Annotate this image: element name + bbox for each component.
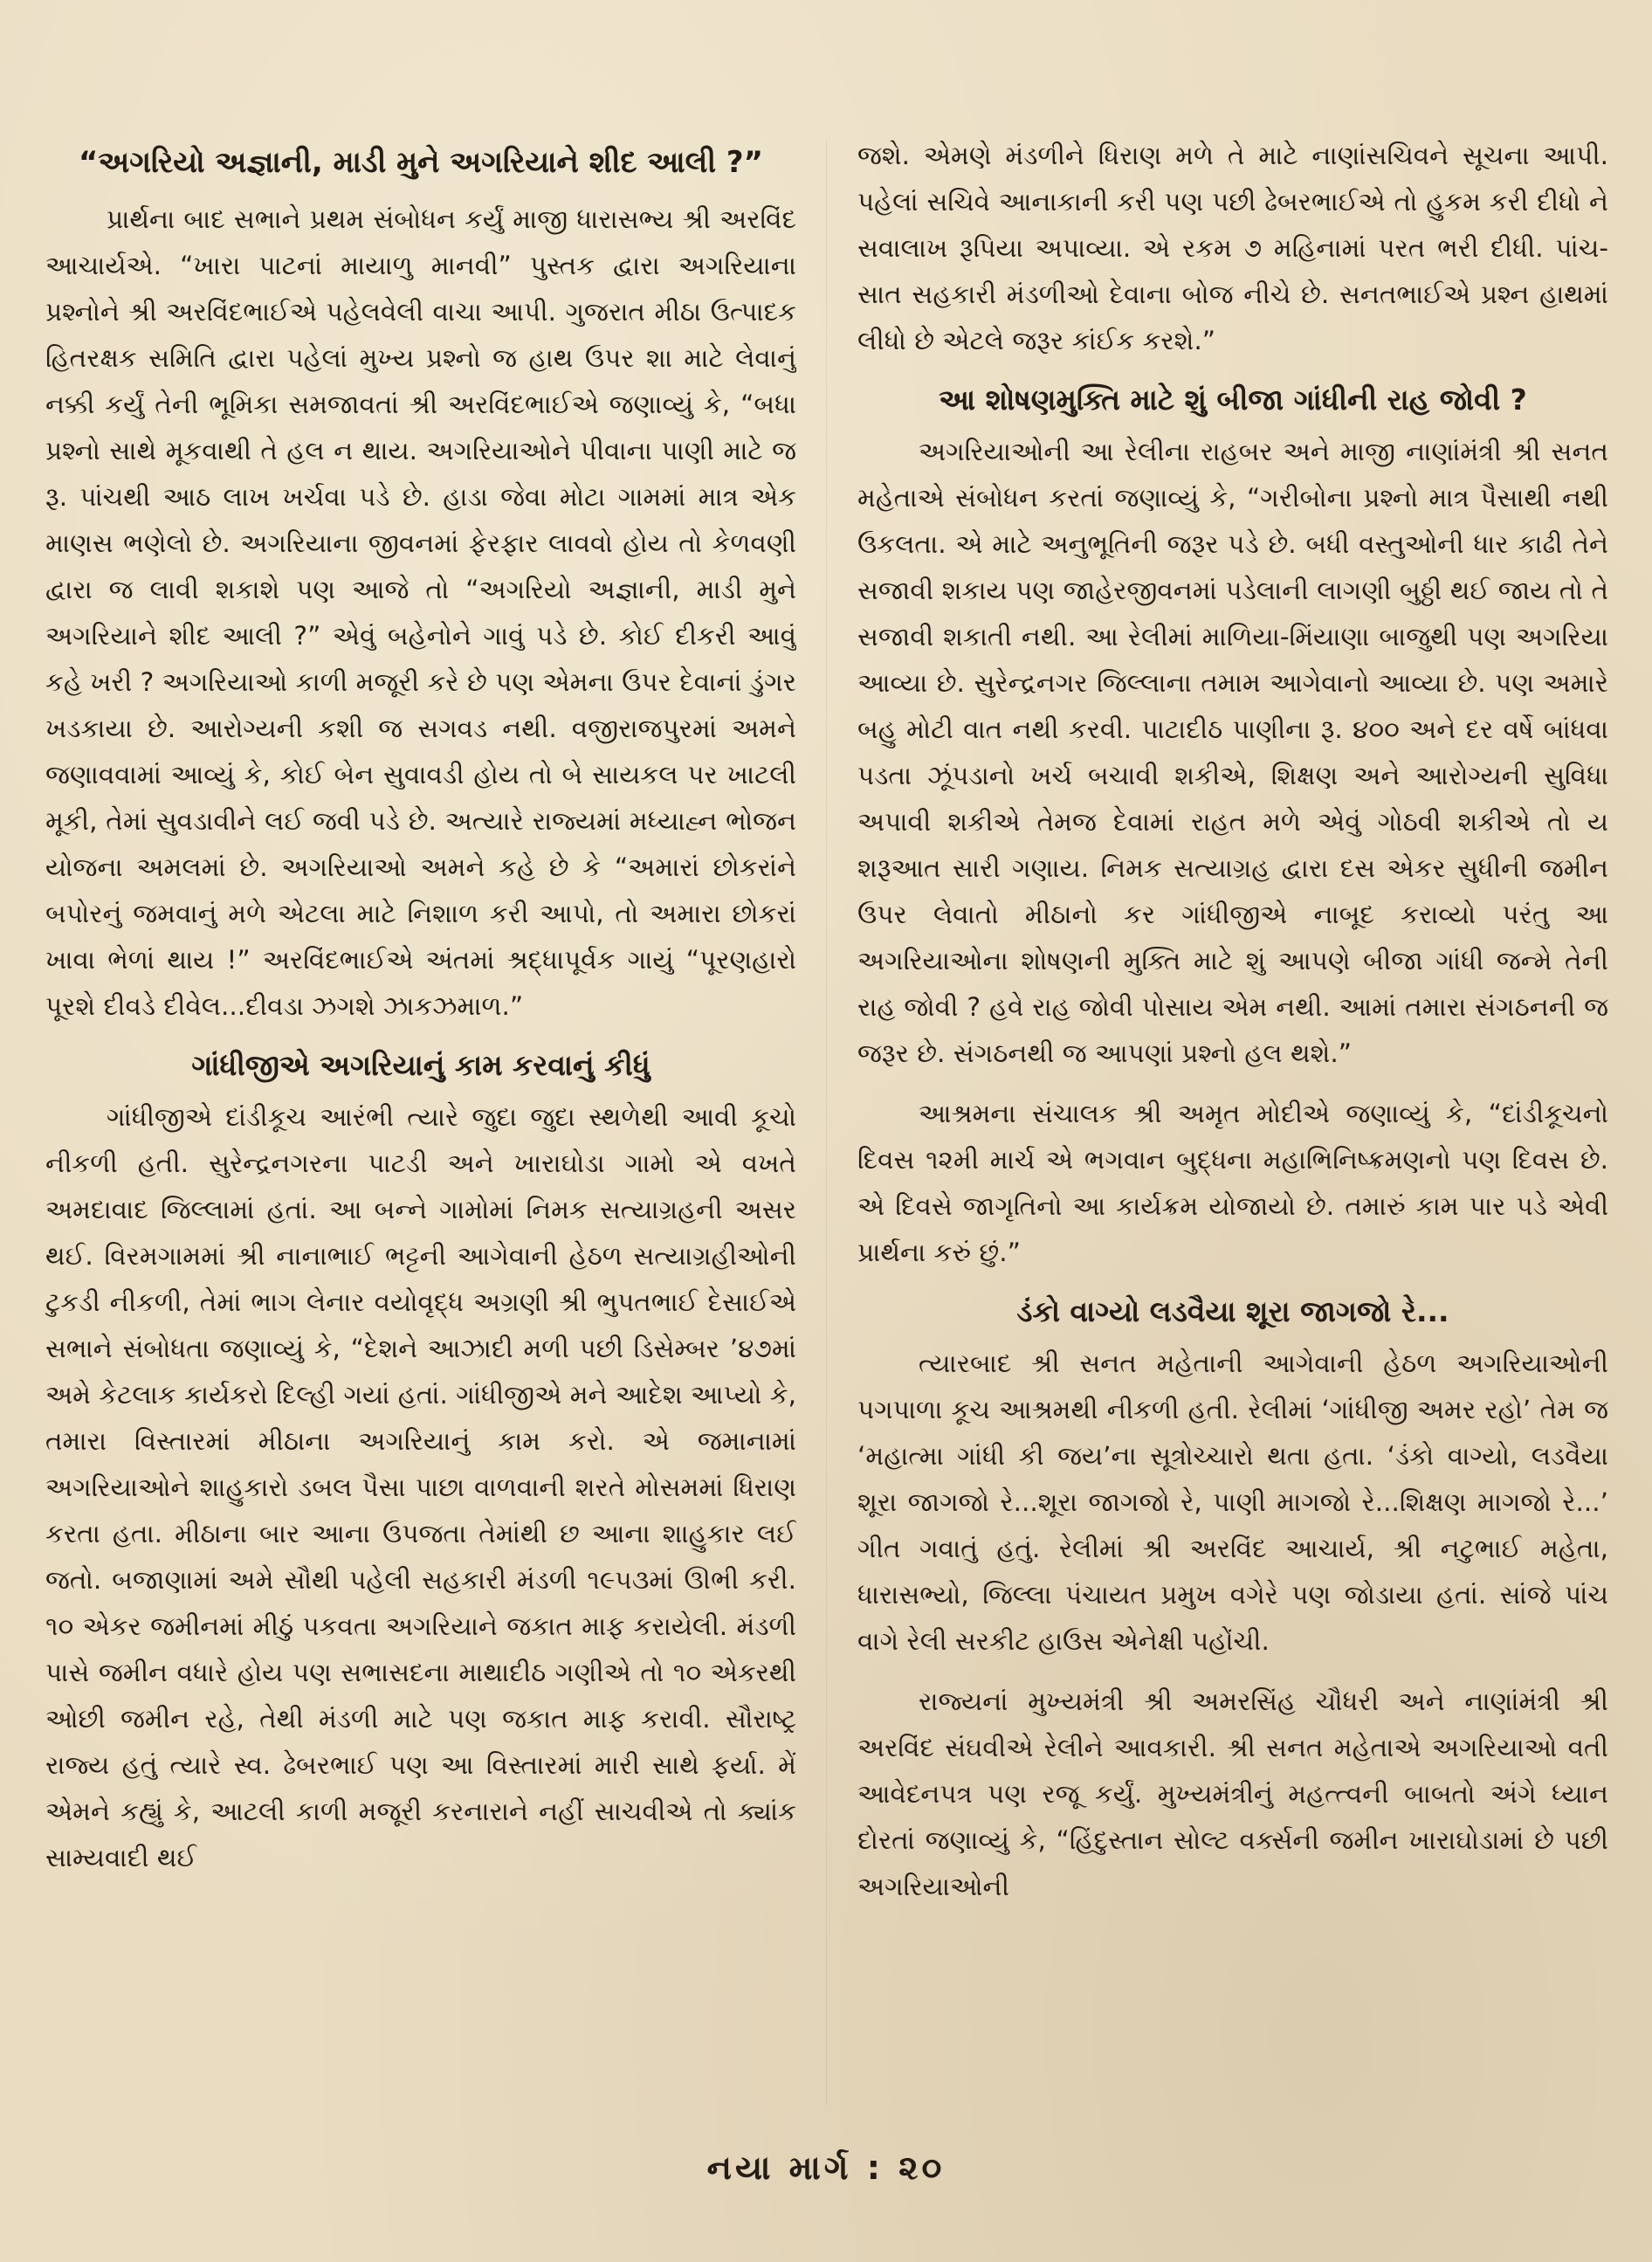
paragraph-bhupatbhai: ગાંધીજીએ દાંડીકૂચ આરંભી ત્યારે જુદા જુદા સ્થળેથી આવી કૂચો નીકળી હતી. સુરેન્દ્રનગરના પાટડી અને ખારાઘોડા ગામો એ વખતે અમદાવાદ જિલ્લામાં હતાં. આ બન્ને ગામોમાં નિમક સત્યાગ્રહની અસર થઈ. વિરમગામમાં શ્રી નાનાભાઈ ભટ્ટની આગેવાની હેઠળ સત્યાગ્રહીઓની ટુકડી નીકળી, તેમાં ભાગ લેનાર વયોવૃદ્ધ અગ્રણી શ્રી ભુપતભાઈ દેસાઈએ સભાને સંબોધતા જણાવ્યું કે, “દેશને આઝાદી મળી પછી ડિસેમ્બર ’૪૭માં અમે કેટલાક કાર્યકરો દિલ્હી ગયાં હતાં. ગાંધીજીએ મને આદેશ આપ્યો કે, તમારા વિસ્તારમાં મીઠાના અગરિયાનું કામ કરો. એ જમાનામાં અગરિયાઓને શાહુકારો ડબલ પૈસા પાછા વાળવાની શરતે મોસમમાં ધિરાણ કરતા હતા. મીઠાના બાર આના ઉપજતા તેમાંથી છ આના શાહુકાર લઈ જતો. બજાણામાં અમે સૌથી પહેલી સહકારી મંડળી ૧૯૫૩માં ઊભી કરી. ૧૦ એકર જમીનમાં મીઠું પકવતા અગરિયાને જકાત માફ કરાયેલી. મંડળી પાસે જમીન વધારે હોય પણ સભાસદના માથાદીઠ ગણીએ તો ૧૦ એકરથી ઓછી જમીન રહે, તેથી મંડળી માટે પણ જકાત માફ કરાવી. સૌરાષ્ટ્ર રાજ્ય હતું ત્યારે સ્વ. ઢેબરભાઈ પણ આ વિસ્તારમાં મારી સાથે ફર્યા. મેં એમને કહ્યું કે, આટલી કાળી મજૂરી કરનારાને નહીં સાચવીએ તો ક્યાંક સામ્યવાદી થઈ [45,1102,796,1873]
left-column [45,133,796,2115]
right-column [857,133,1608,2115]
paragraph-chief-minister: રાજ્યનાં મુખ્યમંત્રી શ્રી અમરસિંહ ચૌધરી અને નાણાંમંત્રી શ્રી અરવિંદ સંઘવીએ રેલીને આવકારી. શ્રી સનત મહેતાએ અગરિયાઓ વતી આવેદનપત્ર પણ રજૂ કર્યું. મુખ્યમંત્રીનું મહત્ત્વની બાબતો અંગે ધ્યાન દોરતાં જણાવ્યું કે, “હિંદુસ્તાન સોલ્ટ વર્ક્સની જમીન ખારાઘોડામાં છે પછી અગરિયાઓની [857,1686,1608,1902]
article-columns [45,133,1608,2115]
page-number: ૨૦ [898,2148,946,2187]
article-heading: “અગરિયો અજ્ઞાની, માડી મુને અગરિયાને શીદ આલી ?” [79,145,763,180]
page-footer [0,2148,1652,2188]
subheading-second-gandhi: આ શોષણમુક્તિ માટે શું બીજા ગાંધીની રાહ જોવી ? [939,383,1527,417]
magazine-name: નયા માર્ગ [706,2148,852,2187]
paragraph-rally: ત્યારબાદ શ્રી સનત મહેતાની આગેવાની હેઠળ અગરિયાઓની પગપાળા કૂચ આશ્રમથી નીકળી હતી. રેલીમાં ‘ગાંધીજી અમર રહો’ તેમ જ ‘મહાત્મા ગાંધી કી જય’ના સૂત્રોચ્ચારો થતા હતા. ‘ડંકો વાગ્યો, લડવૈયા શૂરા જાગજો રે...શૂરા જાગજો રે, પાણી માગજો રે...શિક્ષણ માગજો રે...’ ગીત ગવાતું હતું. રેલીમાં શ્રી અરવિંદ આચાર્ય, શ્રી નટુભાઈ મહેતા, ધારાસભ્યો, જિલ્લા પંચાયત પ્રમુખ વગેરે પણ જોડાયા હતાં. સાંજે પાંચ વાગે રેલી સરકીટ હાઉસ એનેક્ષી પહોંચી. [857,1348,1608,1657]
paragraph-sanat-mehta: અગરિયાઓની આ રેલીના રાહબર અને માજી નાણાંમંત્રી શ્રી સનત મહેતાએ સંબોધન કરતાં જણાવ્યું કે, “ગરીબોના પ્રશ્નો માત્ર પૈસાથી નથી ઉકલતા. એ માટે અનુભૂતિની જરૂર પડે છે. બધી વસ્તુઓની ધાર કાઢી તેને સજાવી શકાય પણ જાહેરજીવનમાં પડેલાની લાગણી બુઠ્ઠી થઈ જાય તો તે સજાવી શકાતી નથી. આ રેલીમાં માળિયા-મિંયાણા બાજુથી પણ અગરિયા આવ્યા છે. સુરેન્દ્રનગર જિલ્લાના તમામ આગેવાનો આવ્યા છે. પણ અમારે બહુ મોટી વાત નથી કરવી. પાટાદીઠ પાણીના રૂ. ૪૦૦ અને દર વર્ષે બાંધવા પડતા ઝૂંપડાનો ખર્ચ બચાવી શકીએ, શિક્ષણ અને આરોગ્યની સુવિધા અપાવી શકીએ તેમજ દેવામાં રાહત મળે એવું ગોઠવી શકીએ તો ય શરૂઆત સારી ગણાય. નિમક સત્યાગ્રહ દ્વારા દસ એકર સુધીની જમીન ઉપર લેવાતો મીઠાનો કર ગાંધીજીએ નાબૂદ કરાવ્યો પરંતુ આ અગરિયાઓના શોષણની મુક્તિ માટે શું આપણે બીજા ગાંધી જન્મે તેની રાહ જોવી ? હવે રાહ જોવી પોસાય એમ નથી. આમાં તમારા સંગઠનની જ જરૂર છે. સંગઠનથી જ આપણાં પ્રશ્નો હલ થશે.” [857,437,1608,1069]
paragraph-amrut-modi: આશ્રમના સંચાલક શ્રી અમૃત મોદીએ જણાવ્યું કે, “દાંડીકૂચનો દિવસ ૧૨મી માર્ચ એ ભગવાન બુદ્ધના મહાભિનિષ્ક્રમણનો પણ દિવસ છે. એ દિવસે જાગૃતિનો આ કાર્યક્રમ યોજાયો છે. તમારું કામ પાર પડે એવી પ્રાર્થના કરું છું.” [857,1099,1608,1268]
paragraph-continuation: જશે. એમણે મંડળીને ધિરાણ મળે તે માટે નાણાંસચિવને સૂચના આપી. પહેલાં સચિવે આનાકાની કરી પણ પછી ઢેબરભાઈએ તો હુકમ કરી દીધો ને સવાલાખ રૂપિયા અપાવ્યા. એ રકમ ૭ મહિનામાં પરત ભરી દીધી. પાંચ-સાત સહકારી મંડળીઓ દેવાના બોજ નીચે છે. સનતભાઈએ પ્રશ્ન હાથમાં લીધો છે એટલે જરૂર કાંઈક કરશે.” [857,141,1608,355]
subheading-danko-vagyo: ડંકો વાગ્યો લડવૈયા શૂરા જાગજો રે... [1016,1294,1449,1329]
subheading-gandhiji: ગાંધીજીએ અગરિયાનું કામ કરવાનું કીધું [191,1048,650,1083]
paragraph-arvind-acharya: પ્રાર્થના બાદ સભાને પ્રથમ સંબોધન કર્યું માજી ધારાસભ્ય શ્રી અરવિંદ આચાર્યએ. “ખારા પાટનાં માયાળુ માનવી” પુસ્તક દ્વારા અગરિયાના પ્રશ્નોને શ્રી અરવિંદભાઈએ પહેલવેલી વાચા આપી. ગુજરાત મીઠા ઉત્પાદક હિતરક્ષક સમિતિ દ્વારા પહેલાં મુખ્ય પ્રશ્નો જ હાથ ઉપર શા માટે લેવાનું નક્કી કર્યું તેની ભૂમિકા સમજાવતાં શ્રી અરવિંદભાઈએ જણાવ્યું કે, “બધા પ્રશ્નો સાથે મૂકવાથી તે હલ ન થાય. અગરિયાઓને પીવાના પાણી માટે જ રૂ. પાંચથી આઠ લાખ ખર્ચવા પડે છે. હાડા જેવા મોટા ગામમાં માત્ર એક માણસ ભણેલો છે. અગરિયાના જીવનમાં ફેરફાર લાવવો હોય તો કેળવણી દ્વારા જ લાવી શકાશે પણ આજે તો “અગરિયો અજ્ઞાની, માડી મુને અગરિયાને શીદ આલી ?” એવું બહેનોને ગાવું પડે છે. કોઈ દીકરી આવું કહે ખરી ? અગરિયાઓ કાળી મજૂરી કરે છે પણ એમના ઉપર દેવાનાં ડુંગર ખડકાયા છે. આરોગ્યની કશી જ સગવડ નથી. વજીરાજપુરમાં અમને જણાવવામાં આવ્યું કે, કોઈ બેન સુવાવડી હોય તો બે સાયકલ પર ખાટલી મૂકી, તેમાં સુવડાવીને લઈ જવી પડે છે. અત્યારે રાજ્યમાં મધ્યાહ્ન ભોજન યોજના અમલમાં છે. અગરિયાઓ અમને કહે છે કે “અમારાં છોકરાંને બપોરનું જમવાનું મળે એટલા માટે નિશાળ કરી આપો, તો અમારા છોકરાં ખાવા ભેળાં થાય !” અરવિંદભાઈએ અંતમાં શ્રદ્ધાપૂર્વક ગાયું “પૂરણહારો પૂરશે દીવડે દીવેલ...દીવડા ઝગશે ઝાકઝમાળ.” [45,204,796,1022]
footer-separator: : [866,2148,884,2187]
